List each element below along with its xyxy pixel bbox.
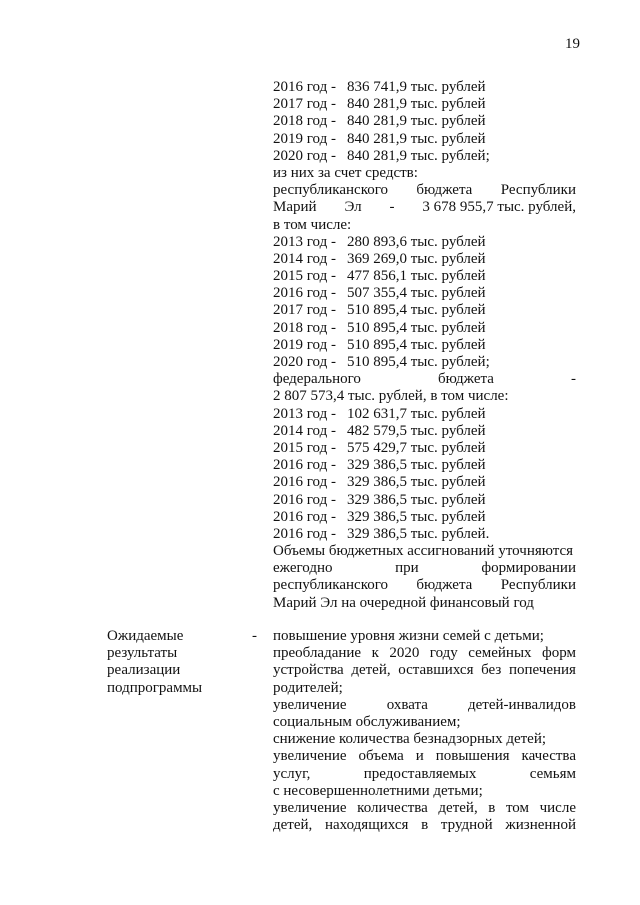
amount-value: 510 895,4 тыс. рублей	[347, 319, 486, 336]
federal-year-row	[273, 423, 576, 440]
word: увеличение	[273, 748, 347, 765]
republic-year-row	[273, 268, 576, 285]
word: -	[389, 199, 395, 216]
republic-year-row	[273, 234, 576, 251]
amount-value: 840 281,9 тыс. рублей	[347, 113, 486, 130]
year-label: 2013 год -	[273, 233, 336, 250]
word: преобладание	[273, 645, 362, 662]
word: детей,	[351, 662, 391, 679]
year-label: 2017 год -	[273, 96, 336, 113]
word: качества	[521, 748, 576, 765]
year-label: 2018 год -	[273, 113, 336, 130]
year-row	[273, 131, 576, 148]
amount-value: 507 355,4 тыс. рублей	[347, 285, 486, 302]
result-line	[273, 800, 576, 817]
result-line: повышение уровня жизни семей с детьми;	[273, 628, 544, 644]
year-label: 2016 год -	[273, 285, 336, 302]
republic-year-row	[273, 337, 576, 354]
amount-value: 510 895,4 тыс. рублей	[347, 302, 486, 319]
year-row	[273, 79, 576, 96]
word: детей-инвалидов	[468, 696, 576, 713]
including-line: в том числе:	[273, 216, 352, 233]
word: ежегодно	[273, 560, 333, 577]
word: форм	[542, 645, 576, 662]
year-label: 2016 год -	[273, 508, 336, 525]
word: Республики	[500, 577, 576, 594]
federal-year-row	[273, 474, 576, 491]
word: том	[505, 799, 530, 816]
result-line: снижение количества безнадзорных детей;	[273, 731, 547, 748]
amount-value: 840 281,9 тыс. рублей	[347, 96, 486, 113]
result-line: с несовершеннолетними детьми;	[273, 782, 483, 799]
page-number: 19	[565, 36, 580, 52]
amount-value: 840 281,9 тыс. рублей	[347, 130, 486, 147]
results-list	[273, 628, 576, 834]
word: году	[429, 645, 458, 662]
year-label: 2016 год -	[273, 79, 336, 95]
word: услуг,	[273, 765, 311, 782]
amount-value: 575 429,7 тыс. рублей	[347, 439, 486, 456]
federal-year-row	[273, 526, 576, 543]
word: числе	[539, 799, 576, 816]
amount-value: 329 386,5 тыс. рублей.	[347, 525, 490, 542]
year-label: 2016 год -	[273, 457, 336, 474]
result-line	[273, 748, 576, 765]
word: увеличение	[273, 799, 347, 816]
word: устройства	[273, 662, 344, 679]
year-label: 2016 год -	[273, 491, 336, 508]
amount-value: 280 893,6 тыс. рублей	[347, 233, 486, 250]
word: повышения	[435, 748, 510, 765]
word: -	[570, 371, 576, 388]
republic-year-row	[273, 354, 576, 371]
result-line	[273, 817, 576, 834]
federal-year-row	[273, 440, 576, 457]
amount-value: 329 386,5 тыс. рублей	[347, 457, 486, 474]
amount-value: 102 631,7 тыс. рублей	[347, 405, 486, 422]
word: жизненной	[505, 817, 576, 834]
year-label: 2019 год -	[273, 336, 336, 353]
note-line	[273, 577, 576, 594]
word: формировании	[481, 560, 576, 577]
federal-total-line: 2 807 573,4 тыс. рублей, в том числе:	[273, 388, 509, 405]
result-line: социальным обслуживанием;	[273, 713, 461, 730]
word: бюджета	[416, 182, 473, 199]
word: при	[395, 560, 419, 577]
word: 2020	[389, 645, 420, 662]
word: семьям	[529, 765, 576, 782]
amount-value: 329 386,5 тыс. рублей	[347, 491, 486, 508]
amount-value: 836 741,9 тыс. рублей	[347, 79, 486, 95]
year-label: 2016 год -	[273, 525, 336, 542]
word: бюджета	[416, 577, 473, 594]
of-which-line: из них за счет средств:	[273, 164, 418, 181]
word: увеличение	[273, 696, 347, 713]
word: 3 678 955,7 тыс. рублей,	[422, 199, 576, 216]
label-line: подпрограммы	[107, 679, 203, 696]
word: бюджета	[437, 371, 494, 388]
note-line: Марий Эл на очередной финансовый год	[273, 594, 534, 611]
amount-value: 329 386,5 тыс. рублей	[347, 474, 486, 491]
note-line: Объемы бюджетных ассигнований уточняются	[273, 543, 574, 560]
word: Республики	[500, 182, 576, 199]
result-line	[273, 697, 576, 714]
federal-year-row	[273, 406, 576, 423]
year-label: 2018 год -	[273, 319, 336, 336]
amount-value: 840 281,9 тыс. рублей;	[347, 147, 490, 164]
results-dash: -	[252, 628, 257, 644]
word: охвата	[386, 696, 428, 713]
republic-year-row	[273, 302, 576, 319]
year-label: 2015 год -	[273, 268, 336, 285]
year-row	[273, 113, 576, 130]
year-label: 2016 год -	[273, 474, 336, 491]
year-label: 2020 год -	[273, 147, 336, 164]
result-line	[273, 662, 576, 679]
republic-budget-line	[273, 182, 576, 199]
amount-value: 477 856,1 тыс. рублей	[347, 268, 486, 285]
year-label: 2019 год -	[273, 130, 336, 147]
federal-budget-line	[273, 371, 576, 388]
word: объема	[358, 748, 404, 765]
year-label: 2013 год -	[273, 405, 336, 422]
republic-year-row	[273, 320, 576, 337]
word: без	[481, 662, 502, 679]
year-label: 2014 год -	[273, 250, 336, 267]
amount-value: 329 386,5 тыс. рублей	[347, 508, 486, 525]
results-label	[107, 628, 227, 697]
word: Эл	[344, 199, 362, 216]
word: республиканского	[273, 182, 388, 199]
year-label: 2015 год -	[273, 439, 336, 456]
word: семейных	[468, 645, 532, 662]
federal-year-row	[273, 509, 576, 526]
result-line	[273, 645, 576, 662]
funding-block	[273, 79, 576, 612]
word: предоставляемых	[363, 765, 477, 782]
amount-value: 510 895,4 тыс. рублей;	[347, 354, 490, 370]
word: в	[421, 817, 429, 834]
word: в	[488, 799, 496, 816]
republic-total-line	[273, 199, 576, 216]
word: к	[371, 645, 379, 662]
label-line: реализации	[107, 662, 181, 679]
word: Марий	[273, 199, 317, 216]
result-line	[273, 766, 576, 783]
amount-value: 482 579,5 тыс. рублей	[347, 422, 486, 439]
word: трудной	[440, 817, 493, 834]
word: и	[415, 748, 424, 765]
year-label: 2020 год -	[273, 354, 336, 370]
word: детей,	[438, 799, 478, 816]
amount-value: 369 269,0 тыс. рублей	[347, 250, 486, 267]
word: количества	[357, 799, 428, 816]
word: попечения	[508, 662, 576, 679]
amount-value: 510 895,4 тыс. рублей	[347, 336, 486, 353]
year-row	[273, 96, 576, 113]
word: оставшихся	[398, 662, 474, 679]
year-label: 2014 год -	[273, 422, 336, 439]
label-line: Ожидаемые	[107, 628, 184, 644]
label-line: результаты	[107, 645, 178, 662]
word: детей,	[273, 817, 313, 834]
federal-year-row	[273, 457, 576, 474]
federal-year-row	[273, 492, 576, 509]
word: находящихся	[324, 817, 409, 834]
word: республиканского	[273, 577, 388, 594]
republic-year-row	[273, 285, 576, 302]
year-row	[273, 148, 576, 165]
note-line	[273, 560, 576, 577]
result-line: родителей;	[273, 679, 343, 696]
word: федерального	[273, 371, 361, 388]
republic-year-row	[273, 251, 576, 268]
year-label: 2017 год -	[273, 302, 336, 319]
